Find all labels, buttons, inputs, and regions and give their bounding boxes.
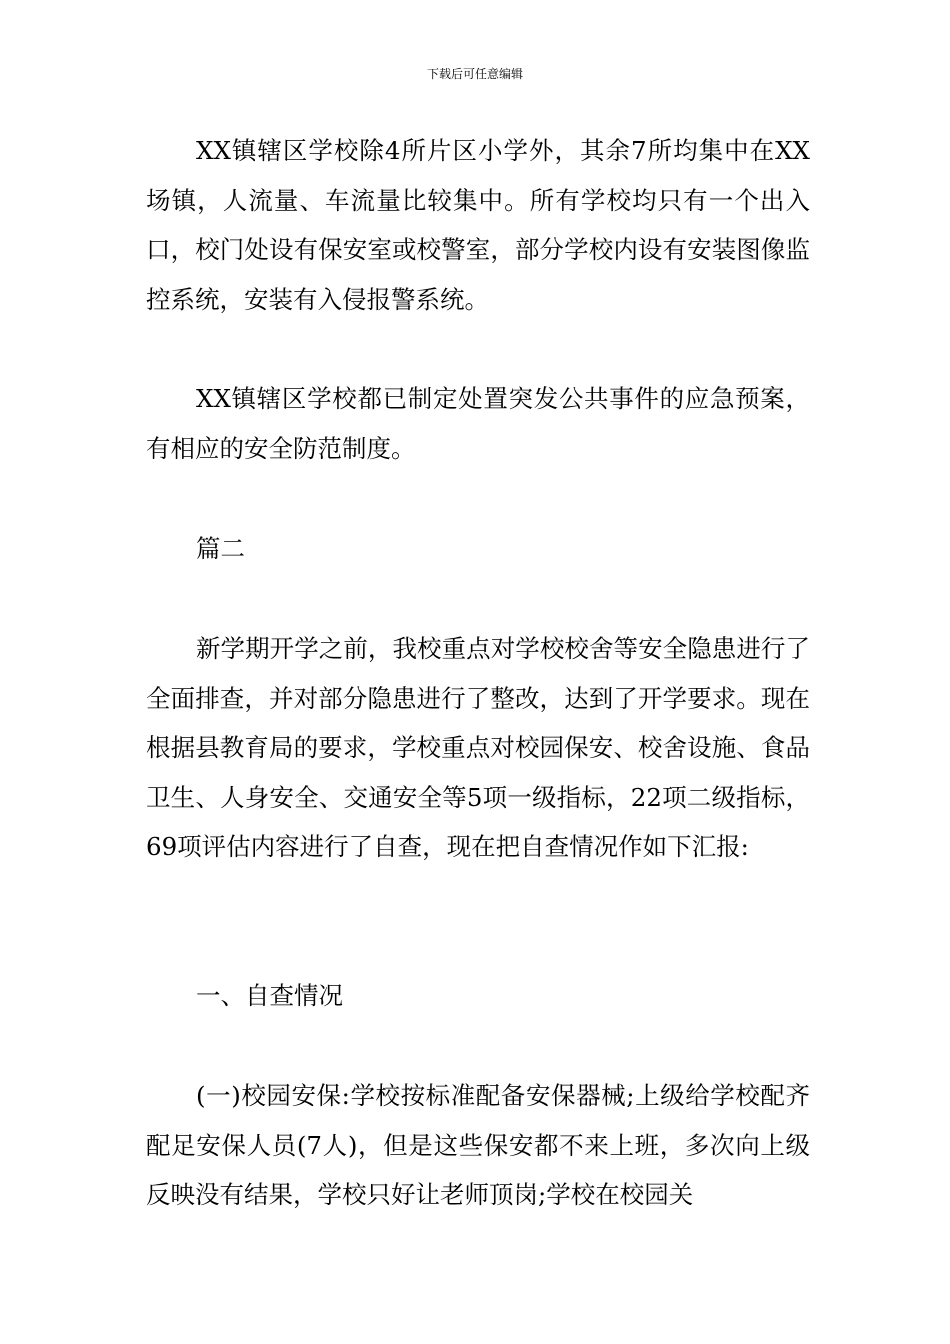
paragraph-emergency-plan: XX镇辖区学校都已制定处置突发公共事件的应急预案，有相应的安全防范制度。: [146, 384, 810, 463]
page-header-note: 下载后可任意编辑: [426, 67, 523, 81]
section-heading-part-two: 篇二: [196, 534, 245, 563]
paragraph-self-inspection-intro: 新学期开学之前，我校重点对学校校舍等安全隐患进行了全面排查，并对部分隐患进行了整改，达到了开学要求。现在根据县教育局的要求，学校重点对校园保安、校舍设施、食品卫生、人身安全、交通安全等5项一级指标，22项二级指标，69项评估内容进行了自查，现在把自查情况作如下汇报:: [146, 634, 810, 861]
paragraph-school-layout: XX镇辖区学校除4所片区小学外，其余7所均集中在XX场镇，人流量、车流量比较集中。所有学校均只有一个出入口，校门处设有保安室或校警室，部分学校内设有安装图像监控系统，安装有入侵报警系统。: [146, 136, 810, 314]
paragraph-campus-security: (一)校园安保:学校按标准配备安保器械;上级给学校配齐配足安保人员(7人)，但是这些保安都不来上班，多次向上级反映没有结果，学校只好让老师顶岗;学校在校园关: [146, 1081, 810, 1209]
section-heading-self-inspection: 一、自查情况: [196, 981, 343, 1010]
